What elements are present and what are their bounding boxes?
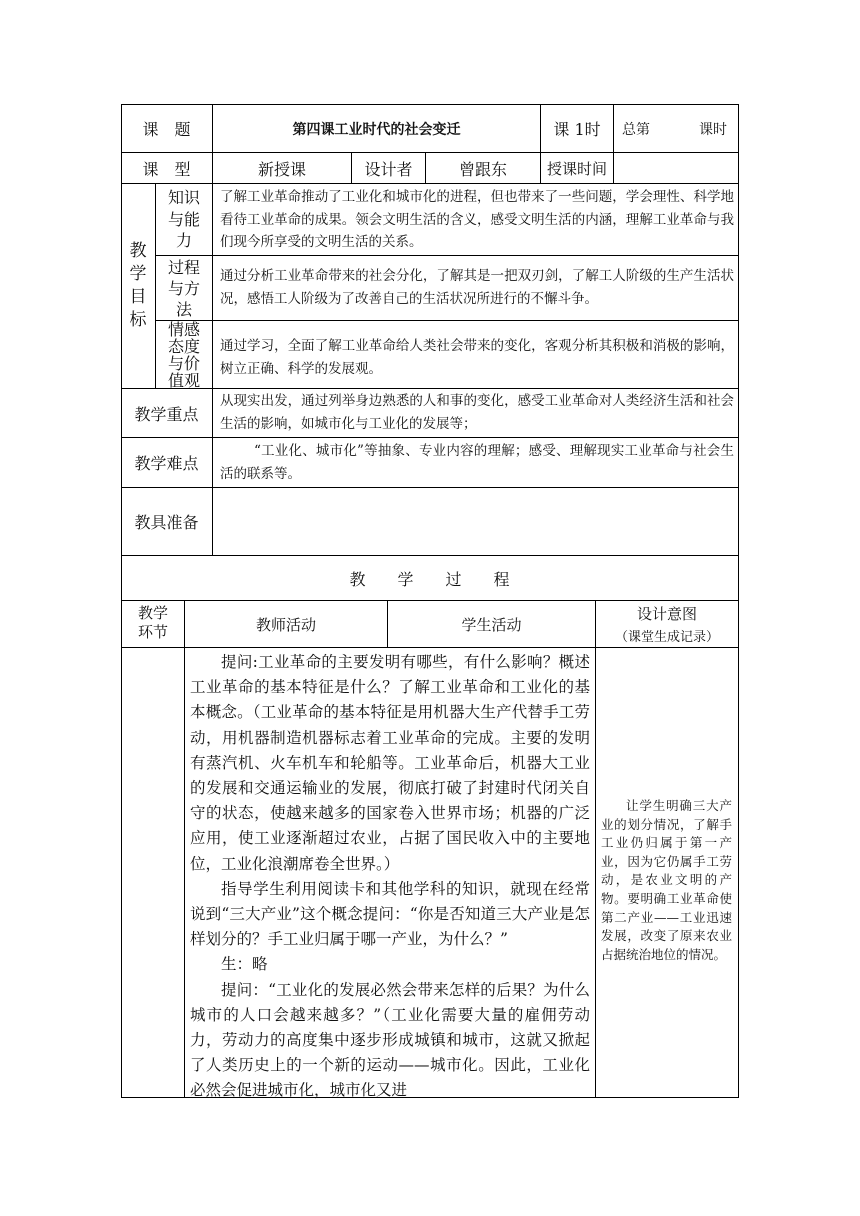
difficulties-paragraph: “工业化、城市化”等抽象、专业内容的理解；感受、理解现实工业革命与社会生活的联系等。: [220, 443, 734, 482]
lesson-topic: 第四课工业时代的社会变迁: [292, 121, 461, 138]
rule: [121, 388, 739, 389]
hours-label: 课 1时: [553, 120, 601, 139]
goal-emotion-paragraph: 通过学习，全面了解工业革命给人类社会带来的变化，客观分析其积极和消极的影响，树立正确、科学的发展观。: [220, 338, 734, 377]
time-label: 授课时间: [546, 159, 607, 178]
rule: [184, 600, 185, 1097]
materials-text: [220, 488, 734, 555]
process-paragraph: 提问：“工业化的发展必然会带来怎样的后果？为什么城市的人口会越来越多？”（工业化需要大量的雇佣劳动力，劳动力的高度集中逐步形成城镇和城市，这就又掀起了人类历史上的一个新的运动——城市化。因此，工业化必然会促进城市化，城市化又进: [190, 980, 590, 1100]
rule: [121, 183, 739, 184]
rule: [212, 183, 213, 388]
topic-label: 课 题: [142, 120, 191, 139]
rule: [121, 104, 122, 1097]
lesson-type: 新授课: [257, 159, 306, 179]
goal-knowledge-paragraph: 了解工业革命推动了工业化和城市化的进程，但也带来了一些问题，学会理性、科学地看待工业革命的成果。领会文明生活的含义，感受文明生活的内涵，理解工业革命与我们现今所享受的文明生活的关系。: [220, 189, 734, 250]
rule: [595, 600, 596, 1097]
goal-knowledge-label: 知识与能力: [167, 188, 200, 250]
time-value: [614, 153, 738, 183]
period-label: 课时: [699, 121, 727, 138]
goal-knowledge-text: [220, 186, 734, 254]
goal-emotion-text: [220, 335, 734, 380]
materials-label: 教具准备: [134, 513, 199, 532]
goal-process-text: [220, 265, 734, 310]
process-title: 教 学 过 程: [349, 569, 510, 589]
process-body: [190, 650, 590, 1104]
difficulties-label: 教学难点: [134, 454, 199, 473]
designer-name: 曾跟东: [458, 159, 507, 179]
rule: [121, 437, 739, 438]
rule: [155, 320, 739, 321]
rule: [155, 255, 739, 256]
col-intent-header: 设计意图: [636, 605, 697, 623]
rule: [212, 388, 213, 555]
key-points-text: [220, 390, 734, 435]
designer-label: 设计者: [364, 159, 413, 179]
difficulties-text: [220, 440, 734, 485]
process-paragraph: 指导学生利用阅读卡和其他学科的知识，就现在经常说到“三大产业”这个概念提问：“你是否知道三大产业是怎样划分的？手工业归属于哪一产业，为什么？”: [190, 879, 590, 949]
goal-emotion-label: 情感态度与价值观: [167, 320, 200, 390]
goal-process-paragraph: 通过分析工业革命带来的社会分化，了解其是一把双刃剑，了解工人阶级的生产生活状况，感悟工人阶级为了改善自己的生活状况所进行的不懈斗争。: [220, 268, 734, 307]
key-points-paragraph: 从现实出发，通过列举身边熟悉的人和事的变化，感受工业革命对人类经济生活和社会生活的影响，如城市化与工业化的发展等；: [220, 393, 734, 432]
col-stage-header: 教学环节: [137, 604, 168, 641]
rule: [738, 104, 739, 1097]
total-label: 总第: [622, 121, 650, 138]
col-student-header: 学生活动: [461, 615, 522, 634]
intent-text: 让学生明确三大产业的划分情况，了解手工业仍归属于第一产业，因为它仍属手工劳动，是农业文明的产物。要明确工业革命使第二产业——工业迅速发展，改变了原来农业占据统治地位的情况。: [601, 798, 732, 962]
process-paragraph: 提问:工业革命的主要发明有哪些，有什么影响？概述工业革命的基本特征是什么？了解工业革命和工业化的基本概念。（工业革命的基本特征是用机器大生产代替手工劳动，用机器制造机器标志着工业革命的完成。主要的发明有蒸汽机、火车机车和轮船等。工业革命后，机器大工业的发展和交通运输业的发展，彻底打破了封建时代闭关自守的状态，使越来越多的国家卷入世界市场；机器的广泛应用，使工业逐渐超过农业，占据了国民收入中的主要地位，工业化浪潮席卷全世界。）: [190, 653, 590, 873]
rule: [121, 647, 739, 648]
goal-process-label: 过程与方法: [167, 258, 200, 319]
goals-label: 教学目标: [129, 241, 147, 330]
col-intent-subheader: （课堂生成记录）: [614, 629, 719, 645]
col-teacher-header: 教师活动: [255, 615, 316, 634]
key-points-label: 教学重点: [134, 404, 199, 424]
type-label: 课 型: [142, 159, 191, 179]
process-paragraph: 生：略: [221, 955, 268, 974]
rule: [155, 183, 156, 388]
